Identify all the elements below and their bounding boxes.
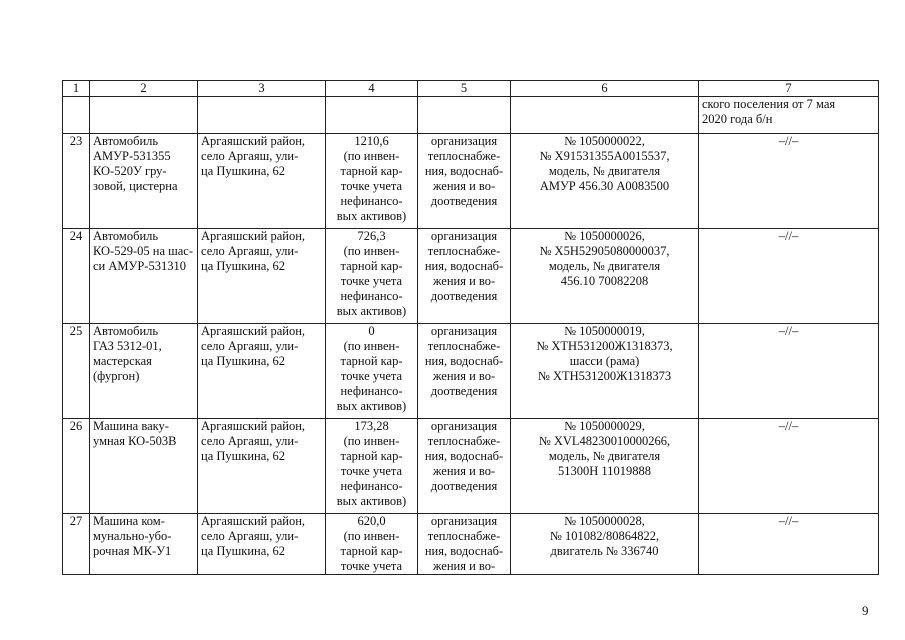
identification-details: № 1050000029, № XVL48230010000266, модель, № двигателя 51300H 11019888 [538, 419, 671, 478]
identification-details: № 1050000028, № 101082/80864822, двигатель № 336740 [549, 514, 660, 558]
row-number: 25 [69, 324, 83, 338]
vehicle-name: Автомобиль АМУР-531355 КО-520У гру- зовой, цистерна [93, 134, 178, 193]
column-number: 4 [326, 81, 418, 97]
book-value: 173,28 (по инвен- тарной кар- точке учета нефинансо- вых активов) [336, 419, 407, 508]
column-number: 1 [63, 81, 90, 97]
vehicle-address: Аргаяшский район, село Аргаяш, ули- ца Пушкина, 62 [201, 229, 306, 273]
table-row [63, 514, 879, 575]
row-number: 26 [69, 419, 83, 433]
vehicle-name: Автомобиль ГАЗ 5312-01, мастерская (фургон) [93, 324, 162, 383]
basis-ditto: –//– [778, 419, 799, 433]
book-value: 1210,6 (по инвен- тарной кар- точке учета нефинансо- вых активов) [336, 134, 407, 223]
vehicle-address: Аргаяшский район, село Аргаяш, ули- ца Пушкина, 62 [201, 324, 306, 368]
identification-details: № 1050000022, № X91531355A0015537, модель, № двигателя АМУР 456.30 A0083500 [539, 134, 670, 193]
table-row [63, 229, 879, 324]
vehicle-address: Аргаяшский район, село Аргаяш, ули- ца Пушкина, 62 [201, 514, 306, 558]
holder-organization: организация теплоснабже- ния, водоснаб- жения и во- доотведения [424, 324, 504, 398]
column-number: 2 [90, 81, 198, 97]
vehicle-address: Аргаяшский район, село Аргаяш, ули- ца Пушкина, 62 [201, 419, 306, 463]
basis-ditto: –//– [778, 229, 799, 243]
column-number: 3 [198, 81, 326, 97]
book-value: 0 (по инвен- тарной кар- точке учета нефинансо- вых активов) [336, 324, 407, 413]
row-number: 27 [69, 514, 83, 528]
basis-ditto: –//– [778, 134, 799, 148]
column-number: 6 [511, 81, 699, 97]
vehicle-name: Машина ваку- умная КО-503В [93, 419, 177, 448]
basis-ditto: –//– [778, 514, 799, 528]
vehicle-name: Машина ком- мунально-убо- рочная МК-У1 [93, 514, 172, 558]
holder-organization: организация теплоснабже- ния, водоснаб- жения и во- доотведения [424, 134, 504, 208]
column-number: 5 [418, 81, 511, 97]
holder-organization: организация теплоснабже- ния, водоснаб- жения и во- [424, 514, 504, 573]
vehicle-address: Аргаяшский район, село Аргаяш, ули- ца Пушкина, 62 [201, 134, 306, 178]
book-value: 726,3 (по инвен- тарной кар- точке учета нефинансо- вых активов) [336, 229, 407, 318]
page-number: 9 [862, 603, 869, 618]
identification-details: № 1050000026, № X5H52905080000037, модель, № двигателя 456.10 70082208 [539, 229, 670, 288]
identification-details: № 1050000019, № XTH531200Ж1318373, шасси (рама) № XTH531200Ж1318373 [536, 324, 673, 383]
table-row [63, 134, 879, 229]
vehicle-name: Автомобиль КО-529-05 на шас- си АМУР-531310 [93, 229, 193, 273]
holder-organization: организация теплоснабже- ния, водоснаб- жения и во- доотведения [424, 229, 504, 303]
continuation-row [63, 97, 879, 134]
column-number: 7 [699, 81, 879, 97]
holder-organization: организация теплоснабже- ния, водоснаб- жения и во- доотведения [424, 419, 504, 493]
continuation-text: ского поселения от 7 мая 2020 года б/н [702, 97, 836, 126]
row-number: 24 [69, 229, 83, 243]
basis-ditto: –//– [778, 324, 799, 338]
book-value: 620,0 (по инвен- тарной кар- точке учета [340, 514, 403, 573]
table-row [63, 419, 879, 514]
table-row [63, 324, 879, 419]
column-number-row [63, 81, 879, 97]
property-table [62, 80, 879, 575]
row-number: 23 [69, 134, 83, 148]
